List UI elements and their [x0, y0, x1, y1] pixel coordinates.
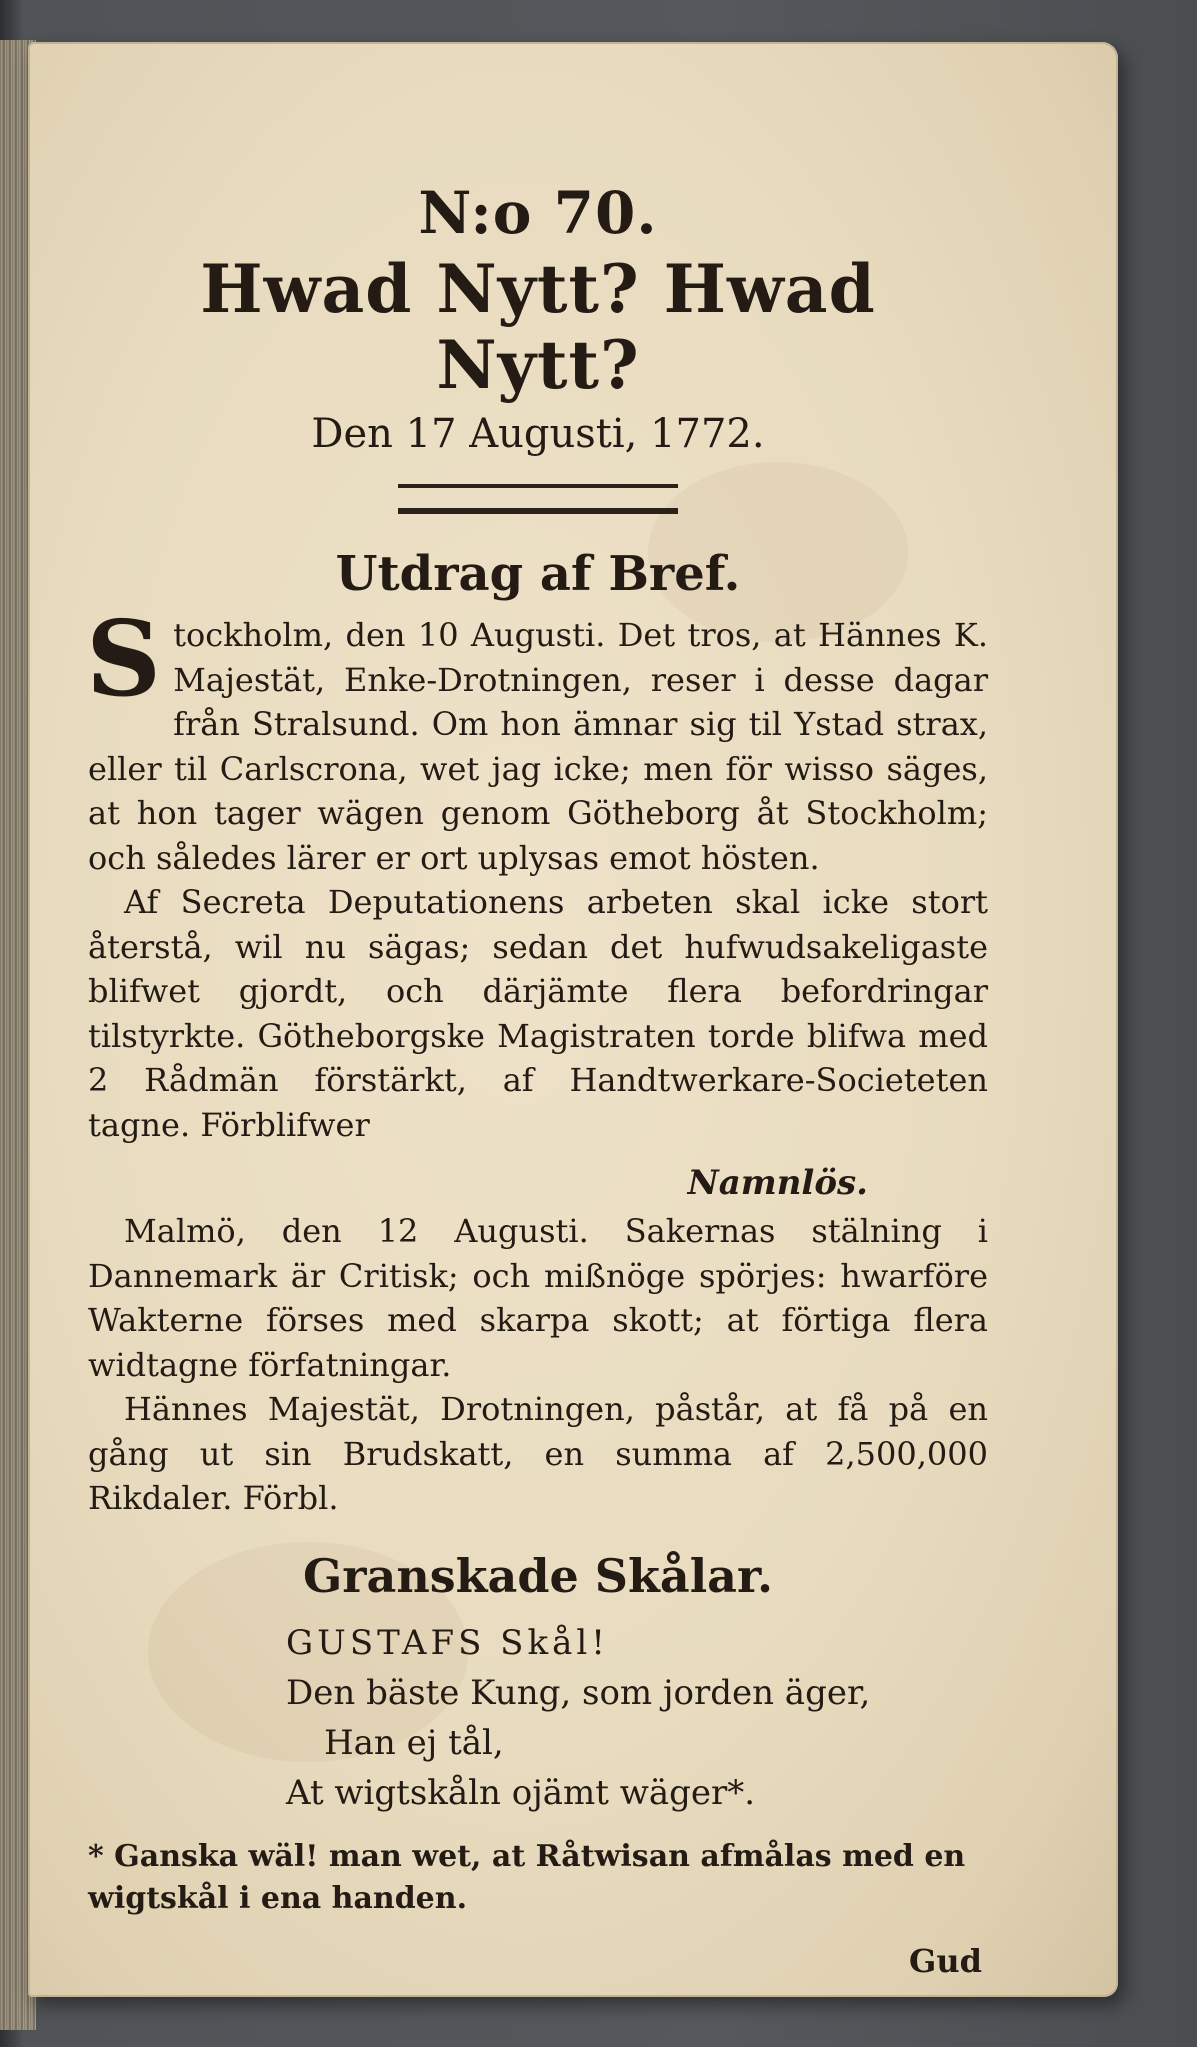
- letter-signature: Namnlös.: [687, 1163, 868, 1204]
- malmo-letter-paragraph: Malmö, den 12 Augusti. Sakernas stälning i Dannemark är Critisk; och mißnöge spörjes: hwarföre Wakterne förses med skarpa skott; at förtiga flera widtagne förfatningar.: [88, 1212, 988, 1384]
- poem-line: Han ej tål,: [324, 1723, 504, 1764]
- page-content: [86, 179, 988, 1981]
- issue-date: Den 17 Augusti, 1772.: [311, 410, 765, 457]
- section-title: Utdrag af Bref.: [335, 545, 741, 602]
- stockholm-letter-text: tockholm, den 10 Augusti. Det tros, at Hännes K. Majestät, Enke-Drotningen, reser i desse dagar från Stralsund. Om hon ämnar sig til Ystad strax, eller til Carlscrona, wet jag icke; men för wisso säges, at hon tager wägen genom Götheborg åt Stockholm; och således lärer er ort uplysas emot hösten.: [88, 616, 988, 877]
- page-headline: Hwad Nytt? Hwad Nytt?: [200, 249, 876, 404]
- poem-line: At wigtskåln ojämt wäger*.: [286, 1773, 756, 1814]
- stockholm-letter-paragraph: [86, 597, 988, 880]
- queen-dowry-paragraph: Hännes Majestät, Drotningen, påstår, at få på en gång ut sin Brudskatt, en summa af 2,500,000 Rikdaler. Förbl.: [88, 1390, 988, 1518]
- poem-line: GUSTAFS Skål!: [286, 1623, 609, 1664]
- issue-number: N:o 70.: [418, 179, 658, 247]
- deputation-paragraph: Af Secreta Deputationens arbeten skal icke stort återstå, wil nu sägas; sedan det hufwudsakeligaste blifwet gjordt, och därjämte flera befordringar tilstyrkte. Götheborgske Magistraten torde blifwa med 2 Rådmän förstärkt, af Handtwerkare-Societeten tagne. Förblifwer: [88, 883, 988, 1144]
- thin-rule: [398, 484, 678, 488]
- drop-cap: S: [86, 597, 162, 721]
- toasts-title: Granskade Skålar.: [303, 1548, 773, 1603]
- poem-line: Den bäste Kung, som jorden äger,: [286, 1673, 871, 1714]
- footnote: * Ganska wäl! man wet, at Råtwisan afmålas med en wigtskål i ena handen.: [88, 1839, 966, 1917]
- catchword: Gud: [909, 1942, 982, 1981]
- newspaper-page: [28, 42, 1118, 1997]
- thick-rule: [398, 508, 678, 514]
- toast-poem: [286, 1618, 988, 1818]
- double-rule-divider: [398, 484, 678, 514]
